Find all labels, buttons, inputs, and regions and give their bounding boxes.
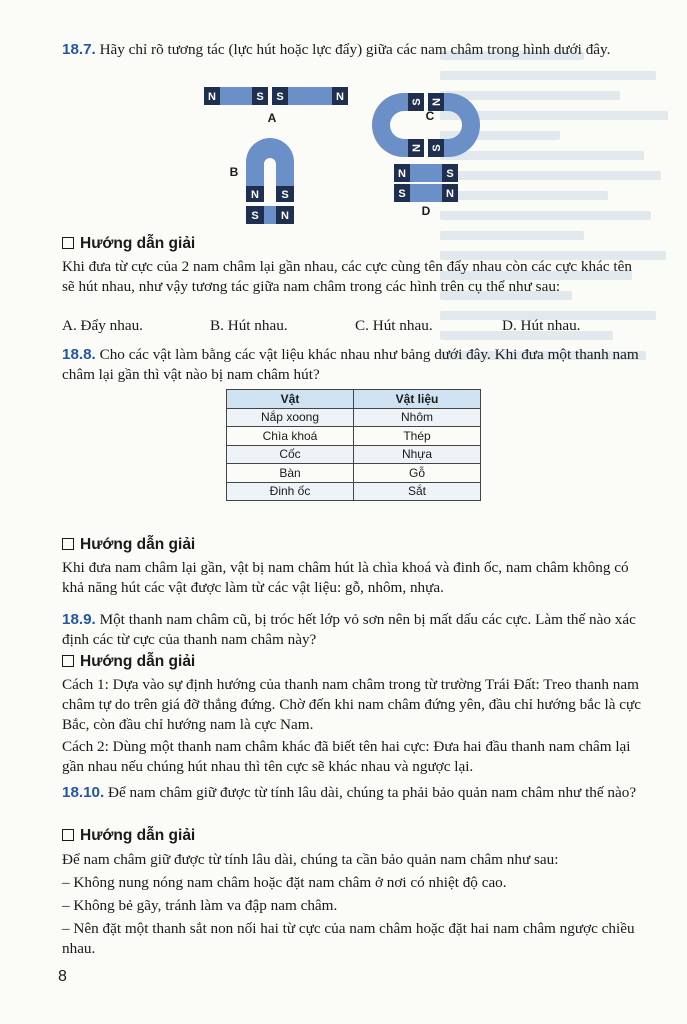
pole-label: N xyxy=(336,91,344,103)
answer-c: C. Hút nhau. xyxy=(355,317,433,334)
table-cell: Bàn xyxy=(227,464,354,483)
pole-label: S xyxy=(281,189,289,201)
pole-label: S xyxy=(411,98,423,106)
checkbox-icon xyxy=(62,655,74,667)
method-2: Cách 2: Dùng một thanh nam châm khác đã biết tên hai cực: Đưa hai đầu thanh nam châm lại gần nhau nếu chúng hút nhau thì tên cực sẽ khác nhau và ngược lại. xyxy=(62,738,631,775)
bullet-item: – Nên đặt một thanh sắt non nối hai từ cực của nam châm hoặc đặt hai nam châm ngược chiều nhau. xyxy=(62,920,635,957)
question-text: Cho các vật làm bằng các vật liệu khác nhau như bảng dưới đây. Khi đưa một thanh nam châm lại gần thì vật nào bị nam châm hút? xyxy=(62,346,639,383)
pole-label: N xyxy=(208,91,216,103)
page-number: 8 xyxy=(58,968,67,985)
question-text: Hãy chỉ rõ tương tác (lực hút hoặc lực đẩy) giữa các nam châm trong hình dưới đây. xyxy=(99,41,611,58)
pole-label: N xyxy=(431,98,443,106)
pole-label: N xyxy=(411,144,423,152)
pole-label: S xyxy=(276,91,284,103)
guide-text-18-7: Khi đưa từ cực của 2 nam châm lại gần nhau, các cực cùng tên đẩy nhau còn các cực khác tên sẽ hút nhau, như vậy tương tác giữa nam châm trong các hình trên cụ thể như sau: xyxy=(62,258,632,295)
guide-heading: Hướng dẫn giải xyxy=(62,827,195,845)
table-header: Vật xyxy=(227,390,354,409)
table-cell: Cốc xyxy=(227,445,354,464)
bullet-item: – Không bẻ gãy, tránh làm va đập nam châm. xyxy=(62,897,338,914)
question-18-8 xyxy=(62,345,647,385)
pole-label: S xyxy=(446,168,454,180)
answer-a: A. Đẩy nhau. xyxy=(62,317,143,334)
magnet-figure xyxy=(190,82,510,230)
question-18-7 xyxy=(62,40,647,60)
question-number: 18.8. xyxy=(62,346,96,363)
table-header: Vật liệu xyxy=(354,390,481,409)
guide-heading: Hướng dẫn giải xyxy=(62,653,195,671)
table-row xyxy=(227,464,481,483)
table-row xyxy=(227,427,481,446)
guide-intro-18-10: Để nam châm giữ được từ tính lâu dài, chúng ta cần bảo quản nam châm như sau: xyxy=(62,851,559,868)
figure-label-c: C xyxy=(425,109,435,123)
pole-label: S xyxy=(251,210,259,222)
materials-table xyxy=(226,389,481,501)
answer-d: D. Hút nhau. xyxy=(502,317,581,334)
table-cell: Thép xyxy=(354,427,481,446)
checkbox-icon xyxy=(62,538,74,550)
pole-label: S xyxy=(256,91,264,103)
question-18-10 xyxy=(62,783,647,803)
pole-label: N xyxy=(446,188,454,200)
question-text: Để nam châm giữ được từ tính lâu dài, chúng ta phải bảo quản nam châm như thế nào? xyxy=(108,784,637,801)
guide-heading: Hướng dẫn giải xyxy=(62,536,195,554)
table-cell: Gỗ xyxy=(354,464,481,483)
table-row xyxy=(227,482,481,501)
checkbox-icon xyxy=(62,237,74,249)
question-18-9 xyxy=(62,610,647,650)
bullet-item: – Không nung nóng nam châm hoặc đặt nam châm ở nơi có nhiệt độ cao. xyxy=(62,874,507,891)
pole-label: S xyxy=(431,144,443,152)
table-cell: Nhôm xyxy=(354,408,481,427)
magnet-pair-b xyxy=(230,138,294,224)
checkbox-icon xyxy=(62,829,74,841)
magnet-pair-d xyxy=(394,164,458,218)
table-cell: Nắp xoong xyxy=(227,408,354,427)
table-row xyxy=(227,445,481,464)
question-number: 18.9. xyxy=(62,611,96,628)
pole-label: N xyxy=(398,168,406,180)
pole-label: N xyxy=(251,189,259,201)
figure-label-a: A xyxy=(267,111,277,125)
table-cell: Đinh ốc xyxy=(227,482,354,501)
figure-label-d: D xyxy=(421,204,431,218)
pole-label: S xyxy=(398,188,406,200)
answer-b: B. Hút nhau. xyxy=(210,317,288,334)
table-cell: Sắt xyxy=(354,482,481,501)
guide-heading: Hướng dẫn giải xyxy=(62,235,195,253)
table-header-row xyxy=(227,390,481,409)
table-cell: Chìa khoá xyxy=(227,427,354,446)
magnet-pair-c xyxy=(372,93,480,157)
question-number: 18.10. xyxy=(62,784,105,801)
question-number: 18.7. xyxy=(62,41,96,58)
table-row xyxy=(227,408,481,427)
guide-text-18-8: Khi đưa nam châm lại gần, vật bị nam châm hút là chìa khoá và đinh ốc, nam châm không có khả năng hút các vật được làm từ các vật liệu: gỗ, nhôm, nhựa. xyxy=(62,559,629,596)
method-1: Cách 1: Dựa vào sự định hướng của thanh nam châm trong từ trường Trái Đất: Treo thanh nam châm tự do trên giá đỡ thẳng đứng. Chờ đến khi nam châm đứng yên, đầu chỉ hướng bắc là cực Bắc, còn đầu chỉ hướng nam là cực Nam. xyxy=(62,676,641,733)
magnet-pair-a xyxy=(204,87,348,125)
figure-label-b: B xyxy=(229,165,239,179)
table-cell: Nhựa xyxy=(354,445,481,464)
question-text: Một thanh nam châm cũ, bị tróc hết lớp vỏ sơn nên bị mất dấu các cực. Làm thế nào xác định các từ cực của thanh nam châm này? xyxy=(62,611,636,648)
pole-label: N xyxy=(281,210,289,222)
